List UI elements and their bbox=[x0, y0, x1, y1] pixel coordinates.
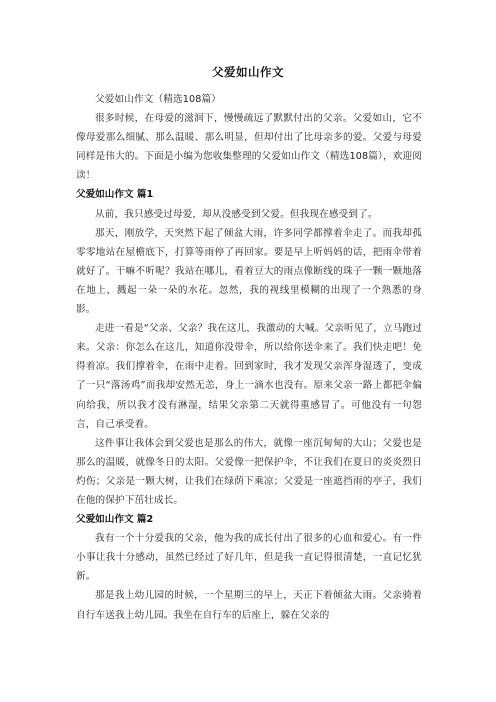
lead-paragraph: 很多时候，在母爱的滋润下，慢慢疏远了默默付出的父亲。父爱如山，它不像母爱那么细腻、那么温暖、那么明显，但却付出了比母亲多的爱。父爱与母爱同样是伟大的。下面是小编为您收集整理的父爱如山作文（精选108篇），欢迎阅读！ bbox=[76, 113, 422, 182]
paragraph: 走进一看是“父亲、父亲？我在这儿，我激动的大喊。父亲听见了，立马跑过来。父亲：你怎么在这儿，知道你没带伞，所以给你送伞来了。我们快走吧！免得着凉。我们撑着伞，在雨中走着。回到家时，我才发现父亲浑身湿透了，变成了一只“落汤鸡”而我却安然无恙，身上一滴水也没有。原来父亲一路上都把伞偏向给我，所以我才没有淋湿，结果父亲第二天就得重感冒了。可他没有一句怨言，自己承受着。 bbox=[76, 323, 422, 430]
paragraph: 这件事让我体会到父爱也是那么的伟大，就像一座沉甸甸的大山；父爱也是那么的温暖，就像冬日的太阳。父爱像一把保护伞，不让我们在夏日的炎炎烈日灼伤；父亲是一颗大树，让我们在绿荫下乘凉；父爱是一座遮挡雨的亭子，我们在他的保护下茁壮成长。 bbox=[76, 437, 422, 506]
paragraph: 那天，刚放学，天突然下起了倾盆大雨，许多同学都撑着伞走了。而我却孤零零地站在屋檐底下，打算等雨停了再回家。要是早上听妈妈的话，把雨伞带着就好了。干嘛不听呢？我站在哪儿，看着豆大的雨点像断线的珠子一颗一颗地落在地上，溅起一朵一朵的水花。忽然，我的视线里模糊的出现了一个熟悉的身影。 bbox=[76, 227, 422, 316]
paragraph: 从前，我只感受过母爱，却从没感受到父爱。但我现在感受到了。 bbox=[95, 208, 378, 220]
paragraph: 那是我上幼儿园的时候，一个星期三的早上，天正下着倾盆大雨。父亲骑着自行车送我上幼儿园。我坐在自行车的后座上，躲在父亲的 bbox=[76, 590, 422, 621]
section-heading: 父爱如山作文 篇2 bbox=[76, 514, 154, 526]
document-title: 父爱如山作文 bbox=[212, 65, 284, 79]
intro-line: 父爱如山作文（精选108篇） bbox=[95, 94, 221, 105]
document-body bbox=[76, 90, 422, 625]
section-heading: 父爱如山作文 篇1 bbox=[76, 189, 154, 201]
paragraph: 我有一个十分爱我的父亲，他为我的成长付出了很多的心血和爱心。有一件小事让我十分感动，虽然已经过了好几年，但是我一直记得很清楚，一直记忆犹新。 bbox=[76, 533, 422, 583]
